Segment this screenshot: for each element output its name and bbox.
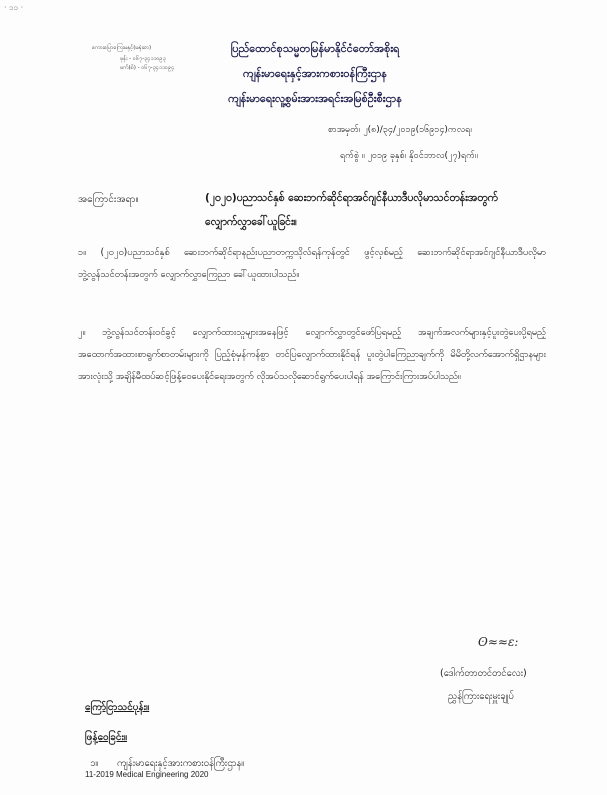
footer-label: 11-2019 Medical Engineering 2020 xyxy=(85,770,209,779)
signatory-name: (ဒေါက်တာတင်တင်လေး) xyxy=(440,668,527,679)
notice-heading: ကြော်ငြာသင်ပုန်း။ xyxy=(85,702,150,713)
subject-line-2: လျှောက်လွှာခေါ်ယူခြင်း။ xyxy=(205,216,297,228)
letterhead-line-2: ကျန်းမာရေးနှင့်အားကစားဝန်ကြီးဌာန xyxy=(243,67,387,80)
subject-line-1: (၂၀၂၀)ပညာသင်နှစ် ဆေးဘက်ဆိုင်ရာအင်ဂျင်နီယာဒီပလိုမာသင်တန်းအတွက် xyxy=(205,192,498,204)
subject-label: အကြောင်းအရာ။ xyxy=(78,194,139,205)
distribution-heading: ဖြန့်ဝေခြင်း။ xyxy=(85,732,128,743)
letterhead-line-1: ပြည်ထောင်စုသမ္မတမြန်မာနိုင်ငံတော်အစိုးရ xyxy=(230,42,400,55)
sender-email: ကေားပြောကြေးမနှင့်(မနှံဆာ) xyxy=(92,45,152,51)
paragraph-1: ၁။ (၂၀၂၀)ပညာသင်နှစ် ဆေးဘက်ဆိုင်ရာနည်းပညာတက္ကသိုလ်ရန်ကုန်တွင် ဖွင့်လှစ်မည့် ဆေးဘက်ဆိုင်ရာအင်ဂျင်နီယာဒီပလိုမာ ဘွဲ့လွန်သင်တန်းအတွက် လျှောက်လွှာကြေညာ ခေါ်ယူထားပါသည်။ xyxy=(78,247,546,280)
signature: ʘ≈≈ε: xyxy=(478,635,519,649)
distribution-num-1: ၁။ xyxy=(90,758,99,769)
distribution-item-1: ကျန်းမာရေးနှင့်အားကစားဝန်ကြီးဌာန။ xyxy=(117,758,245,769)
sender-phone-1: ဖုန်း - ၀၆၇-၃၄၁၁၀၉၃ xyxy=(120,56,166,62)
letterhead-line-3: ကျန်းမာရေးလူ့စွမ်းအားအရင်းအမြစ်ဦးစီးဌာန xyxy=(228,92,402,105)
signatory-title: ညွှန်ကြားရေးမှူးချုပ် xyxy=(448,691,514,702)
paragraph-2: ၂။ ဘွဲ့လွန်သင်တန်းဝင်ခွင့် လျှောက်ထားသူများအနေဖြင့် လျှောက်လွှာတွင်ဖော်ပြရမည့် အချက်အလက်များနှင့်ပူးတွဲပေးပို့ရမည့် အထောက်အထားစာရွက်စာတမ်းများကို ပြည့်စုံမှန်ကန်စွာ တင်ပြလျှောက်ထားနိုင်ရန် ပူးတွဲပါကြေညာချက်ကို မိမိတို့လက်အောက်ရှိဌာနများ အားလုံးသို့ အချိန်မီထပ်ဆင့်ဖြန့်ဝေပေးနိုင်ရေးအတွက် လိုအပ်သလိုဆောင်ရွက်ပေးပါရန် အကြောင်းကြားအပ်ပါသည်။ xyxy=(78,327,546,382)
letter-date: ရက်စွဲ ။ ၂၀၁၉ ခုနှစ်၊ နိုဝင်ဘာလ(၂၇)ရက်။ xyxy=(340,151,478,161)
reference-number: စာအမှတ်၊ ၂(၈)/၃၄/၂၀၁၉(၁၆၉၁၄)ကလရ၊ xyxy=(328,125,472,135)
sender-phone-2: ဖက်(စ်) - ၀၆၇-၃၄၁၁၀၉၄ xyxy=(120,65,175,71)
corner-mark: · ၁၁ · xyxy=(4,3,24,12)
